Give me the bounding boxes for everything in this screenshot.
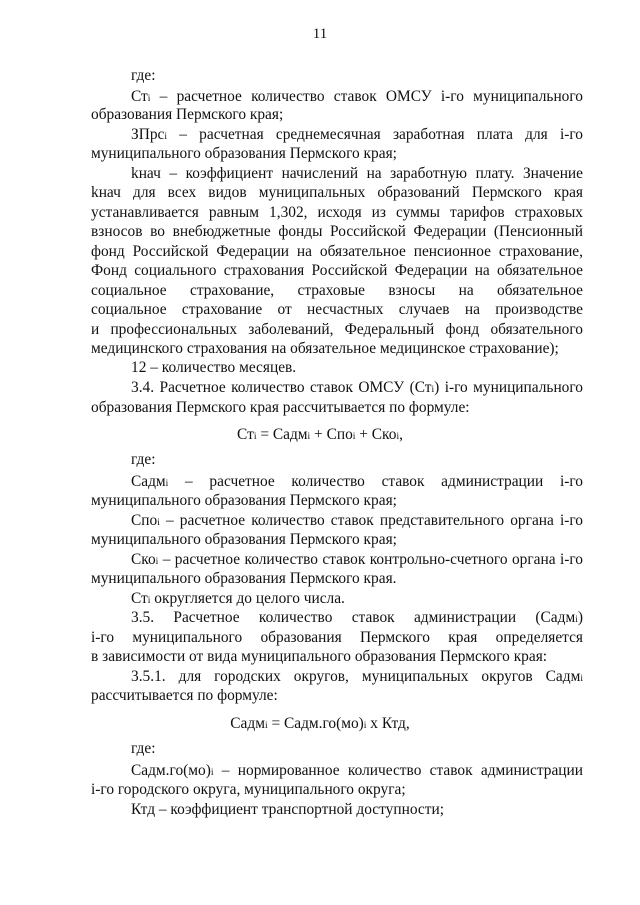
zp-definition-cont: муниципального образования Пермского края; <box>91 145 397 162</box>
knach-paragraph-line: медицинского страхования на обязательное медицинское страхование); <box>91 340 559 357</box>
ktd-definition: Ктд – коэффициент транспортной доступности; <box>131 801 444 818</box>
knach-paragraph-line: и профессиональных заболеваний, Федеральный фонд обязательного <box>91 321 583 338</box>
ct-definition: $Ст_i$ – расчетное количество ставок ОМСУ i-го муниципального <box>131 88 583 105</box>
clause-3-5-cont: в зависимости от вида муниципального образования Пермского края: <box>91 648 548 665</box>
knach-paragraph-line: социальное страхование, страховые взносы на обязательное <box>91 282 583 299</box>
formula-sadm: Садм$_i$ = $Садм.го(мо)_i$ х Ктд, <box>230 715 410 732</box>
zp-definition: ЗПрс$_i$ – расчетная среднемесячная заработная плата для i-го <box>131 126 583 143</box>
spo-definition-cont: муниципального образования Пермского края; <box>91 531 397 548</box>
spo-definition: Спо$_i$ – расчетное количество ставок представительного органа i-го <box>131 512 583 529</box>
clause-3-5: 3.5. Расчетное количество ставок администрации (Садм$_i$) <box>131 609 583 626</box>
where-label: где: <box>131 451 156 468</box>
rounding-note: $Ст_i$ округляется до целого числа. <box>131 590 345 607</box>
clause-3-5-1: 3.5.1. для городских округов, муниципальных округов Садм$_i$ <box>131 668 583 685</box>
sadm-norm-definition: $Садм.го(мо)_i$ – нормированное количество ставок администрации <box>131 762 583 779</box>
sadm-definition: Садм$_i$ – расчетное количество ставок администрации i-го <box>131 473 583 490</box>
where-label: где: <box>131 67 156 84</box>
clause-3-4-cont: образования Пермского края рассчитывается по формуле: <box>91 399 470 416</box>
ct-definition-cont: образования Пермского края; <box>91 106 284 123</box>
clause-3-5-cont: i-го муниципального образования Пермского края определяется <box>91 629 583 646</box>
months-definition: 12 – количество месяцев. <box>131 359 297 376</box>
clause-3-4: 3.4. Расчетное количество ставок ОМСУ $(Ст_i)$ i-го муниципального <box>131 379 583 396</box>
knach-paragraph-line: Фонд социального страхования Российской Федерации на обязательное <box>91 262 583 279</box>
where-label: где: <box>131 740 156 757</box>
knach-paragraph-line: социальное страхование от несчастных случаев на производстве <box>91 301 583 318</box>
page-number: 11 <box>312 26 328 42</box>
formula-ct: $Ст_i$ = Садм$_i$ + Спо$_i$ + Ско$_i$, <box>237 426 403 443</box>
sadm-norm-definition-cont: i-го городского округа, муниципального округа; <box>91 781 406 798</box>
sadm-definition-cont: муниципального образования Пермского края; <box>91 492 397 509</box>
knach-paragraph-line: kнач – коэффициент начислений на заработную плату. Значение <box>131 165 583 182</box>
knach-paragraph-line: устанавливается равным 1,302, исходя из суммы тарифов страховых <box>91 204 583 221</box>
sko-definition-cont: муниципального образования Пермского края. <box>91 570 397 587</box>
sko-definition: Ско$_i$ – расчетное количество ставок контрольно-счетного органа i-го <box>131 551 583 568</box>
knach-paragraph-line: взносов во внебюджетные фонды Российской Федерации (Пенсионный <box>91 223 583 240</box>
knach-paragraph-line: kнач для всех видов муниципальных образований Пермского края <box>91 184 583 201</box>
knach-paragraph-line: фонд Российской Федерации на обязательное пенсионное страхование, <box>91 243 583 260</box>
clause-3-5-1-cont: рассчитывается по формуле: <box>91 687 278 704</box>
